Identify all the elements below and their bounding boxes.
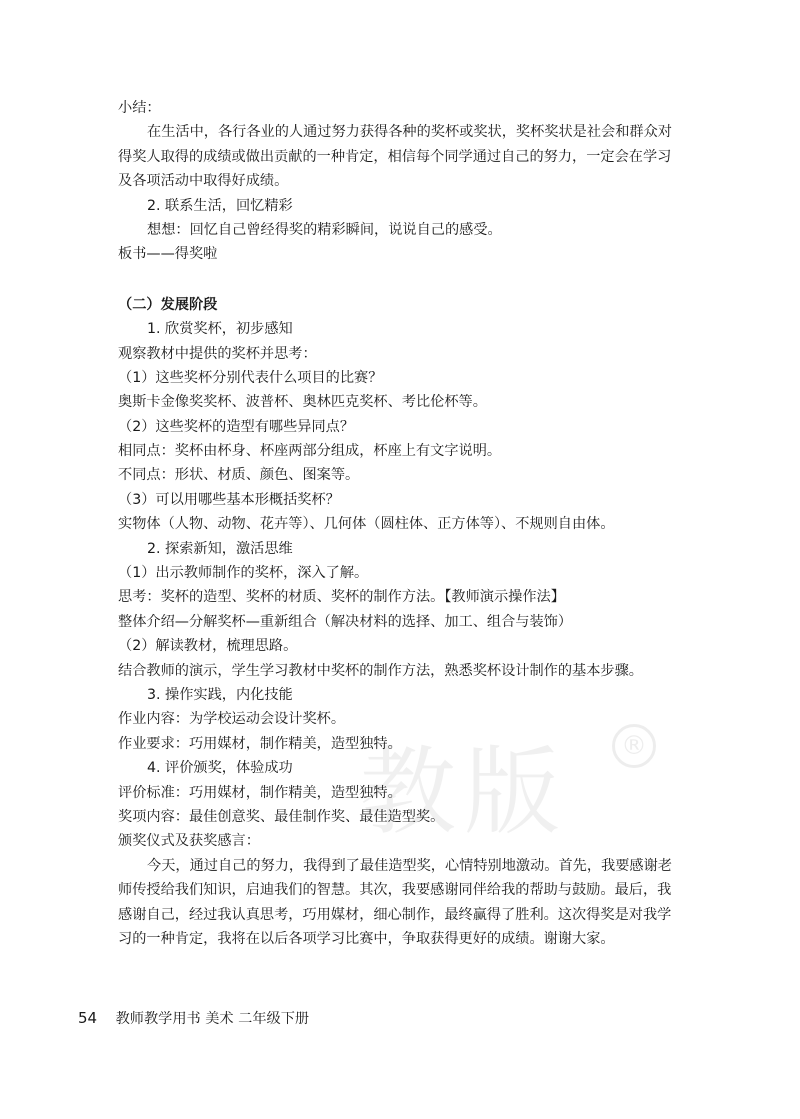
text-line: 相同点：奖杯由杯身、杯座两部分组成，杯座上有文字说明。 [118, 443, 502, 460]
text-line: 想想：回忆自己曾经得奖的精彩瞬间，说说自己的感受。 [147, 221, 502, 238]
text-line: 评价标准：巧用媒材，制作精美，造型独特。 [118, 784, 402, 801]
text-line: 奖项内容：最佳创意奖、最佳制作奖、最佳造型奖。 [118, 808, 445, 825]
paragraph-gap [118, 267, 698, 293]
text-line: （2）这些奖杯的造型有哪些异同点？ [118, 418, 355, 435]
text-line: （2）解读教材，梳理思路。 [118, 638, 298, 655]
text-line: 得奖人取得的成绩或做出贡献的一种肯定，相信每个同学通过自己的努力，一定会在学习 [118, 148, 672, 165]
text-line: 奥斯卡金像奖奖杯、波普杯、奥林匹克奖杯、考比伦杯等。 [118, 394, 487, 411]
text-line: 观察教材中提供的奖杯并思考： [118, 345, 317, 362]
text-line: 板书——得奖啦 [118, 246, 218, 263]
text-line: 小结： [118, 100, 161, 116]
page-number: 54 [78, 1009, 98, 1027]
text-line: （3）可以用哪些基本形概括奖杯？ [118, 491, 340, 508]
text-line: 实物体（人物、动物、花卉等）、几何体（圆柱体、正方体等）、不规则自由体。 [118, 516, 615, 533]
text-line: 3. 操作实践，内化技能 [147, 686, 293, 703]
text-line: 今天，通过自己的努力，我得到了最佳造型奖，心情特别地激动。首先，我要感谢老 [147, 857, 672, 874]
text-line: 作业要求：巧用媒材，制作精美，造型独特。 [118, 735, 402, 752]
text-line: 感谢自己，经过我认真思考，巧用媒材，细心制作，最终赢得了胜利。这次得奖是对我学 [118, 906, 672, 923]
book-title: 教师教学用书 美术 二年级下册 [115, 1011, 310, 1027]
text-line: 2. 联系生活，回忆精彩 [147, 197, 293, 214]
section-heading: （二）发展阶段 [118, 296, 218, 313]
text-line: 思考：奖杯的造型、奖杯的材质、奖杯的制作方法。【教师演示操作法】 [118, 589, 565, 606]
text-line: 作业内容：为学校运动会设计奖杯。 [118, 711, 346, 728]
text-line: 整体介绍—分解奖杯—重新组合（解决材料的选择、加工、组合与装饰） [118, 613, 573, 630]
text-line: 师传授给我们知识，启迪我们的智慧。其次，我要感谢同伴给我的帮助与鼓励。最后，我 [118, 882, 672, 899]
text-line: （1）这些奖杯分别代表什么项目的比赛？ [118, 369, 383, 386]
text-line: 在生活中，各行各业的人通过努力获得各种的奖杯或奖状，奖杯奖状是社会和群众对 [147, 124, 672, 141]
page-body [118, 96, 698, 951]
text-line: 习的一种肯定，我将在以后各项学习比赛中，争取获得更好的成绩。谢谢大家。 [118, 930, 615, 947]
text-line: 颁奖仪式及获奖感言： [118, 833, 260, 850]
text-line: 不同点：形状、材质、颜色、图案等。 [118, 467, 360, 484]
text-line: （1）出示教师制作的奖杯，深入了解。 [118, 565, 369, 582]
text-line: 1. 欣赏奖杯，初步感知 [147, 321, 293, 338]
registered-mark-icon: ® [612, 724, 656, 768]
text-line: 2. 探索新知，激活思维 [147, 540, 293, 557]
text-line: 结合教师的演示，学生学习教材中奖杯的制作方法，熟悉奖杯设计制作的基本步骤。 [118, 662, 643, 679]
page-footer [78, 1006, 309, 1031]
text-line: 及各项活动中取得好成绩。 [118, 173, 289, 190]
text-line: 4. 评价颁奖，体验成功 [147, 760, 293, 777]
publisher-watermark: 教版 [360, 736, 568, 848]
